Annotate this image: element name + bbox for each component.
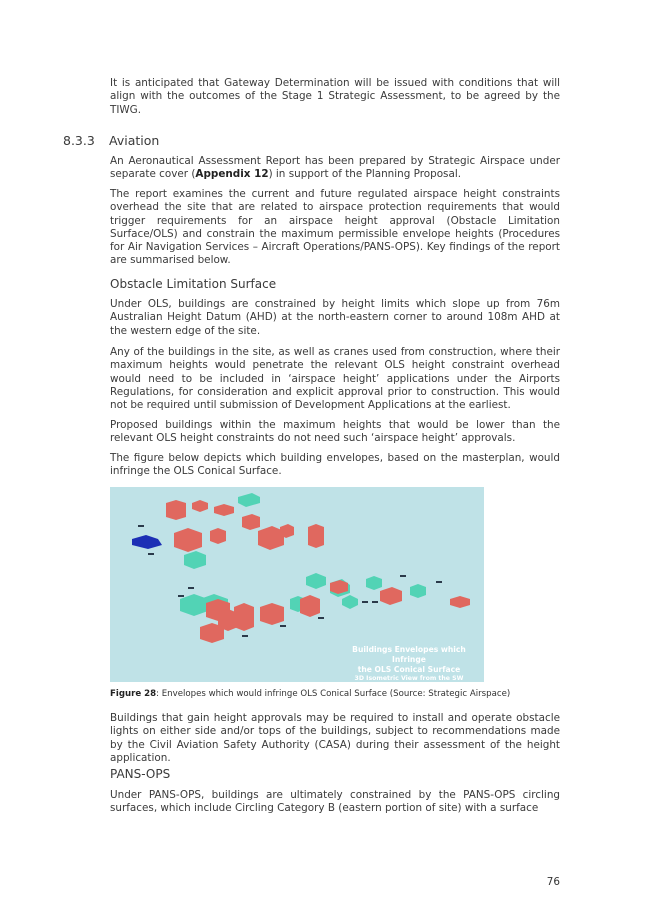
page-number: 76	[546, 876, 560, 888]
appendix-reference: Appendix 12	[195, 168, 269, 181]
figure-intro-paragraph: The figure below depicts which building envelopes, based on the masterplan, would infringe the OLS Conical Surface.	[110, 452, 560, 478]
cranes-paragraph: Any of the buildings in the site, as well as cranes used from construction, where their maximum heights would penetrate the relevant OLS height constraint overhead would need to be included in ‘airspace height’ applications under the Airports Regulations, for consideration and explicit approval prior to construction. This would not be required until submission of Development Applications at the earliest.	[110, 346, 560, 412]
obstacle-lights-paragraph: Buildings that gain height approvals may be required to install and operate obstacle lights on either side and/or tops of the buildings, subject to recommendations made by the Civil Aviation Safety Authority (CASA) during their assessment of the height application.	[110, 712, 560, 764]
pans-ops-paragraph: Under PANS-OPS, buildings are ultimately constrained by the PANS-OPS circling surfaces, which include Circling Category B (eastern portion of site) with a surface	[110, 789, 560, 815]
overlay-line-2: the OLS Conical Surface	[357, 665, 461, 674]
intro-paragraph: It is anticipated that Gateway Determination will be issued with conditions that will align with the outcomes of the Stage 1 Strategic Assessment, to be agreed by the TIWG.	[110, 77, 560, 116]
section-number: 8.3.3	[63, 133, 95, 148]
caption-text: : Envelopes which would infringe OLS Conical Surface (Source: Strategic Airspace)	[156, 689, 511, 699]
ols-limits-paragraph: Under OLS, buildings are constrained by height limits which slope up from 76m Australian Height Datum (AHD) at the north-eastern corner to around 108m AHD at the western edge of the site.	[110, 298, 560, 337]
overlay-line-1: Buildings Envelopes which Infringe	[352, 645, 466, 664]
figure-caption	[110, 689, 560, 700]
pans-ops-subheading: PANS-OPS	[110, 767, 171, 781]
ols-conical-surface-figure	[110, 487, 484, 682]
overlay-line-3: 3D Isometric View from the SW	[354, 675, 464, 682]
caption-label: Figure 28	[110, 689, 157, 699]
section-title: Aviation	[109, 133, 160, 148]
report-examines-paragraph: The report examines the current and future regulated airspace height constraints overhead the site that are related to airspace protection requirements that would trigger requirements for an airspace height approval (Obstacle Limitation Surface/OLS) and constrain the maximum permissible envelope heights (Procedures for Air Navigation Services – Aircraft Operations/PANS-OPS). Key findings of the report are summarised below.	[110, 188, 560, 267]
aviation-report-paragraph: An Aeronautical Assessment Report has been prepared by Strategic Airspace under separate cover (Appendix 12) in support of the Planning Proposal.	[110, 155, 560, 181]
figure-overlay	[342, 645, 476, 682]
proposed-buildings-paragraph: Proposed buildings within the maximum heights that would be lower than the relevant OLS height constraints do not need such ‘airspace height’ approvals.	[110, 419, 560, 445]
ols-subheading: Obstacle Limitation Surface	[110, 277, 277, 291]
